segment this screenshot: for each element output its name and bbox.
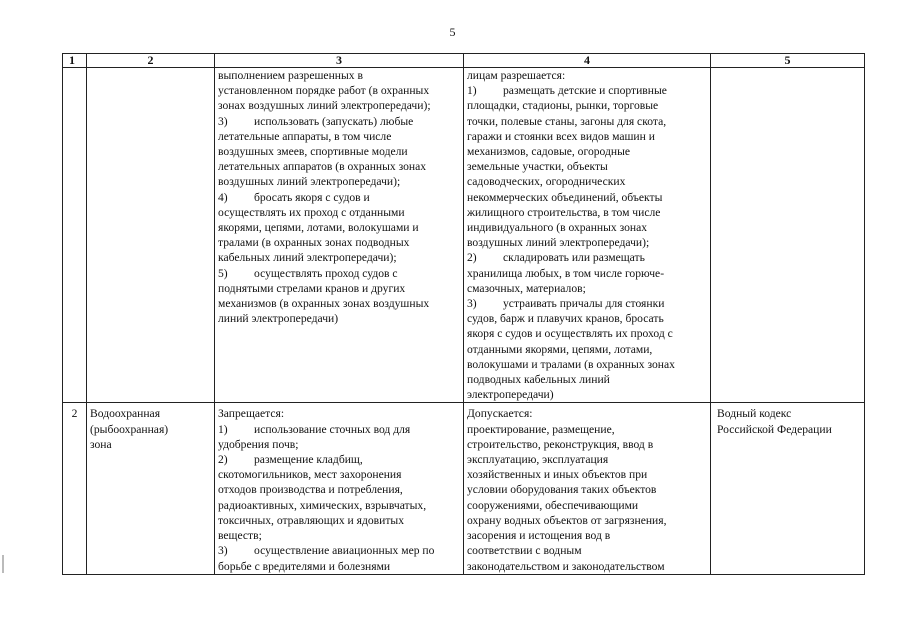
restrictions-table <box>62 53 865 575</box>
list-item-text: складировать или размещать <box>503 251 645 265</box>
list-item-text: смазочных, материалов; <box>467 281 586 295</box>
list-item-text: земельные участки, объекты <box>467 160 608 174</box>
header-col-3: 3 <box>215 54 464 68</box>
list-item <box>218 190 460 205</box>
list-item-text: скотомогильников, мест захоронения <box>218 468 402 482</box>
list-item-text: якоря с судов и осуществлять их проход с <box>467 327 673 341</box>
list-item-continuation <box>218 528 460 543</box>
list-item-continuation <box>467 372 707 387</box>
list-item-text: некоммерческих объединений, объекты <box>467 190 663 204</box>
list-item-continuation <box>467 266 707 281</box>
row2-prohibitions <box>215 403 464 574</box>
list-item-continuation <box>467 326 707 341</box>
list-item <box>218 422 460 437</box>
list-item-continuation <box>218 467 460 482</box>
list-item-text: линий электропередачи) <box>218 312 339 326</box>
list-item-text: механизмов, садовые, огородные <box>467 145 631 159</box>
list-item-continuation <box>467 387 707 402</box>
list-item-text: электропередачи) <box>467 388 554 402</box>
scan-artifact <box>2 555 4 573</box>
row2-zone-name <box>87 403 215 574</box>
list-item-continuation <box>218 482 460 497</box>
text-line: установленном порядке работ (в охранных <box>218 84 430 98</box>
list-item-continuation <box>218 250 460 265</box>
header-col-1: 1 <box>63 54 87 68</box>
list-item-text: волокушами и тралами (в охранных зонах <box>467 357 675 371</box>
list-item-text: отданными якорями, цепями, лотами, <box>467 342 653 356</box>
list-item-continuation <box>467 174 707 189</box>
list-item <box>218 114 460 129</box>
text-line: Допускается: <box>467 407 533 421</box>
list-item-continuation <box>467 205 707 220</box>
list-item-continuation <box>218 235 460 250</box>
list-item-text: жилищного строительства, в том числе <box>467 205 661 219</box>
list-item-text: токсичных, отравляющих и ядовитых <box>218 513 405 527</box>
list-item-text: гаражи и стоянки всех видов машин и <box>467 129 655 143</box>
list-item <box>218 452 460 467</box>
list-item-continuation <box>218 498 460 513</box>
list-item-text: устраивать причалы для стоянки <box>503 297 665 311</box>
list-item-text: веществ; <box>218 529 262 543</box>
text-line: Водоохранная <box>90 407 161 421</box>
list-item-text: воздушных линий электропередачи); <box>467 236 650 250</box>
text-line: эксплуатацию, эксплуатация <box>467 453 609 467</box>
list-item-continuation <box>218 513 460 528</box>
list-item-text: отходов производства и потребления, <box>218 483 403 497</box>
list-item-continuation <box>467 114 707 129</box>
list-item-text: кабельных линий электропередачи); <box>218 251 397 265</box>
list-item-text: подводных кабельных линий <box>467 373 610 387</box>
row2-number: 2 <box>63 403 87 574</box>
text-line: Российской Федерации <box>717 422 832 436</box>
text-line: зона <box>90 437 112 451</box>
list-item-number: 5) <box>218 266 228 280</box>
list-item-text: летательные аппараты, в том числе <box>218 129 392 143</box>
list-item-continuation <box>467 235 707 250</box>
list-item-text: летательных аппаратов (в охранных зонах <box>218 160 427 174</box>
list-item-text: воздушных линий электропередачи); <box>218 175 401 189</box>
list-item-continuation <box>218 281 460 296</box>
text-line: соответствии с водным <box>467 544 582 558</box>
text-line: охрану водных объектов от загрязнения, <box>467 513 667 527</box>
text-line: сооружениями, обеспечивающими <box>467 498 639 512</box>
list-item-continuation <box>467 357 707 372</box>
list-item-continuation <box>467 220 707 235</box>
list-item-text: осуществление авиационных мер по <box>254 544 435 558</box>
row1-col3 <box>215 68 464 403</box>
row1-col4 <box>464 68 711 403</box>
list-item-continuation <box>218 174 460 189</box>
list-item-continuation <box>218 296 460 311</box>
list-item-text: индивидуального (в охранных зонах <box>467 221 648 235</box>
text-line: засорения и истощения вод в <box>467 529 611 543</box>
list-item-number: 4) <box>218 190 228 204</box>
list-item-continuation <box>218 437 460 452</box>
list-item-continuation <box>467 281 707 296</box>
list-item-continuation <box>218 205 460 220</box>
list-item <box>467 83 707 98</box>
list-item <box>467 250 707 265</box>
text-line: выполнением разрешенных в <box>218 69 363 82</box>
text-line: Запрещается: <box>218 407 285 421</box>
table-row <box>63 403 865 574</box>
text-line: Водный кодекс <box>717 407 792 421</box>
text-line: законодательством и законодательством <box>467 559 665 573</box>
row1-col2 <box>87 68 215 403</box>
text-line: зонах воздушных линий электропередачи); <box>218 99 431 113</box>
list-item-text: использовать (запускать) любые <box>254 114 414 128</box>
list-item-text: хранилища любых, в том числе горюче- <box>467 266 665 280</box>
list-item-text: якорями, цепями, лотами, волокушами и <box>218 221 419 235</box>
list-item-text: осуществлять их проход с отданными <box>218 205 405 219</box>
table-header-row <box>63 54 865 68</box>
list-item-text: осуществлять проход судов с <box>254 266 398 280</box>
header-col-5: 5 <box>711 54 865 68</box>
list-item-text: судов, барж и плавучих кранов, бросать <box>467 312 664 326</box>
list-item-continuation <box>218 159 460 174</box>
page-number: 5 <box>449 25 456 39</box>
list-item-text: борьбе с вредителями и болезнями <box>218 559 391 573</box>
list-item-text: размещать детские и спортивные <box>503 84 667 98</box>
list-item-text: площадки, стадионы, рынки, торговые <box>467 99 659 113</box>
row2-permissions <box>464 403 711 574</box>
text-line: (рыбоохранная) <box>90 422 169 436</box>
list-item-number: 1) <box>467 84 477 98</box>
list-item <box>218 266 460 281</box>
list-item-continuation <box>467 342 707 357</box>
text-line: условии оборудования таких объектов <box>467 483 657 497</box>
row2-legal-basis <box>711 403 865 574</box>
list-item-text: точки, полевые станы, загоны для скота, <box>467 114 667 128</box>
list-item-continuation <box>467 144 707 159</box>
row1-col5 <box>711 68 865 403</box>
text-line: строительство, реконструкция, ввод в <box>467 437 654 451</box>
list-item-continuation <box>218 144 460 159</box>
list-item-number: 1) <box>218 422 228 436</box>
list-item-continuation <box>467 159 707 174</box>
list-item-continuation <box>218 559 460 574</box>
list-item-text: воздушных змеев, спортивные модели <box>218 145 408 159</box>
list-item-number: 3) <box>218 544 228 558</box>
list-item-continuation <box>467 98 707 113</box>
list-item-text: тралами (в охранных зонах подводных <box>218 236 410 250</box>
list-item-text: поднятыми стрелами кранов и других <box>218 281 406 295</box>
list-item-text: удобрения почв; <box>218 437 299 451</box>
row1-col1 <box>63 68 87 403</box>
list-item-text: садоводческих, огороднических <box>467 175 626 189</box>
list-item-text: бросать якоря с судов и <box>254 190 370 204</box>
list-item-continuation <box>467 311 707 326</box>
list-item-continuation <box>467 129 707 144</box>
table-row <box>63 68 865 403</box>
list-item-number: 3) <box>218 114 228 128</box>
header-col-2: 2 <box>87 54 215 68</box>
list-item-number: 2) <box>467 251 477 265</box>
list-item-text: использование сточных вод для <box>254 422 411 436</box>
text-line: хозяйственных и иных объектов при <box>467 468 648 482</box>
list-item-continuation <box>218 220 460 235</box>
text-line: лицам разрешается: <box>467 69 566 82</box>
list-item-continuation <box>218 311 460 326</box>
list-item-continuation <box>218 129 460 144</box>
text-line: проектирование, размещение, <box>467 422 615 436</box>
list-item <box>218 543 460 558</box>
list-item-text: радиоактивных, химических, взрывчатых, <box>218 498 427 512</box>
list-item-text: размещение кладбищ, <box>254 453 363 467</box>
list-item-text: механизмов (в охранных зонах воздушных <box>218 297 430 311</box>
list-item-continuation <box>467 190 707 205</box>
list-item <box>467 296 707 311</box>
list-item-number: 3) <box>467 297 477 311</box>
header-col-4: 4 <box>464 54 711 68</box>
list-item-number: 2) <box>218 453 228 467</box>
